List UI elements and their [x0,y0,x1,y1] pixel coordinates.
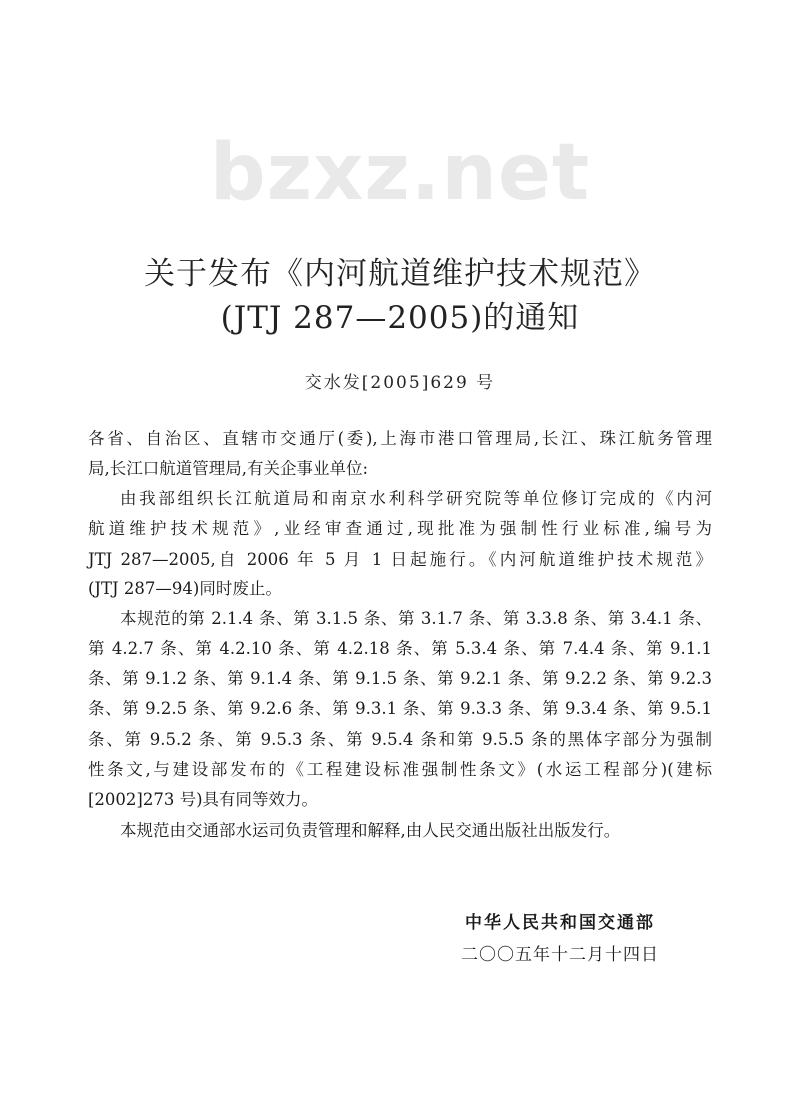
body-line: [2002]273 号)具有同等效力。 [88,790,319,809]
body-line: 各省、自治区、直辖市交通厅(委),上海市港口管理局,长江、珠江航务管理 [88,429,712,448]
body-line: JTJ 287—2005,自 2006 年 5 月 1 日起施行。《内河航道维护技术规范》 [88,550,712,569]
watermark-text: bzxz.net [209,128,591,218]
body-line: 性条文,与建设部发布的《工程建设标准强制性条文》(水运工程部分)(建标 [88,760,712,779]
signature-organization: 中华人民共和国交通部 [465,913,655,933]
document-number: 交水发[2005]629 号 [304,373,496,393]
body-line: 条、第 9.5.2 条、第 9.5.3 条、第 9.5.4 条和第 9.5.5 条的黑体字部分为强制 [88,730,712,749]
body-line: 条、第 9.2.5 条、第 9.2.6 条、第 9.3.1 条、第 9.3.3 条、第 9.3.4 条、第 9.5.1 [88,699,712,718]
signature-date: 二〇〇五年十二月十四日 [461,945,659,965]
body-line: 本规范由交通部水运司负责管理和解释,由人民交通出版社出版发行。 [120,821,621,840]
title-line-2: (JTJ 287—2005)的通知 [220,300,580,336]
body-line: (JTJ 287—94)同时废止。 [88,579,282,598]
title-line-1: 关于发布《内河航道维护技术规范》 [144,256,656,292]
body-line: 第 4.2.7 条、第 4.2.10 条、第 4.2.18 条、第 5.3.4 条、第 7.4.4 条、第 9.1.1 [88,639,712,658]
body-line: 局,长江口航道管理局,有关企事业单位: [88,459,369,478]
body-line: 条、第 9.1.2 条、第 9.1.4 条、第 9.1.5 条、第 9.2.1 条、第 9.2.2 条、第 9.2.3 [88,669,712,688]
body-line: 本规范的第 2.1.4 条、第 3.1.5 条、第 3.1.7 条、第 3.3.8 条、第 3.4.1 条、 [120,609,712,628]
body-line: 由我部组织长江航道局和南京水利科学研究院等单位修订完成的《内河 [120,489,712,508]
body-line: 航道维护技术规范》,业经审查通过,现批准为强制性行业标准,编号为 [88,519,712,538]
